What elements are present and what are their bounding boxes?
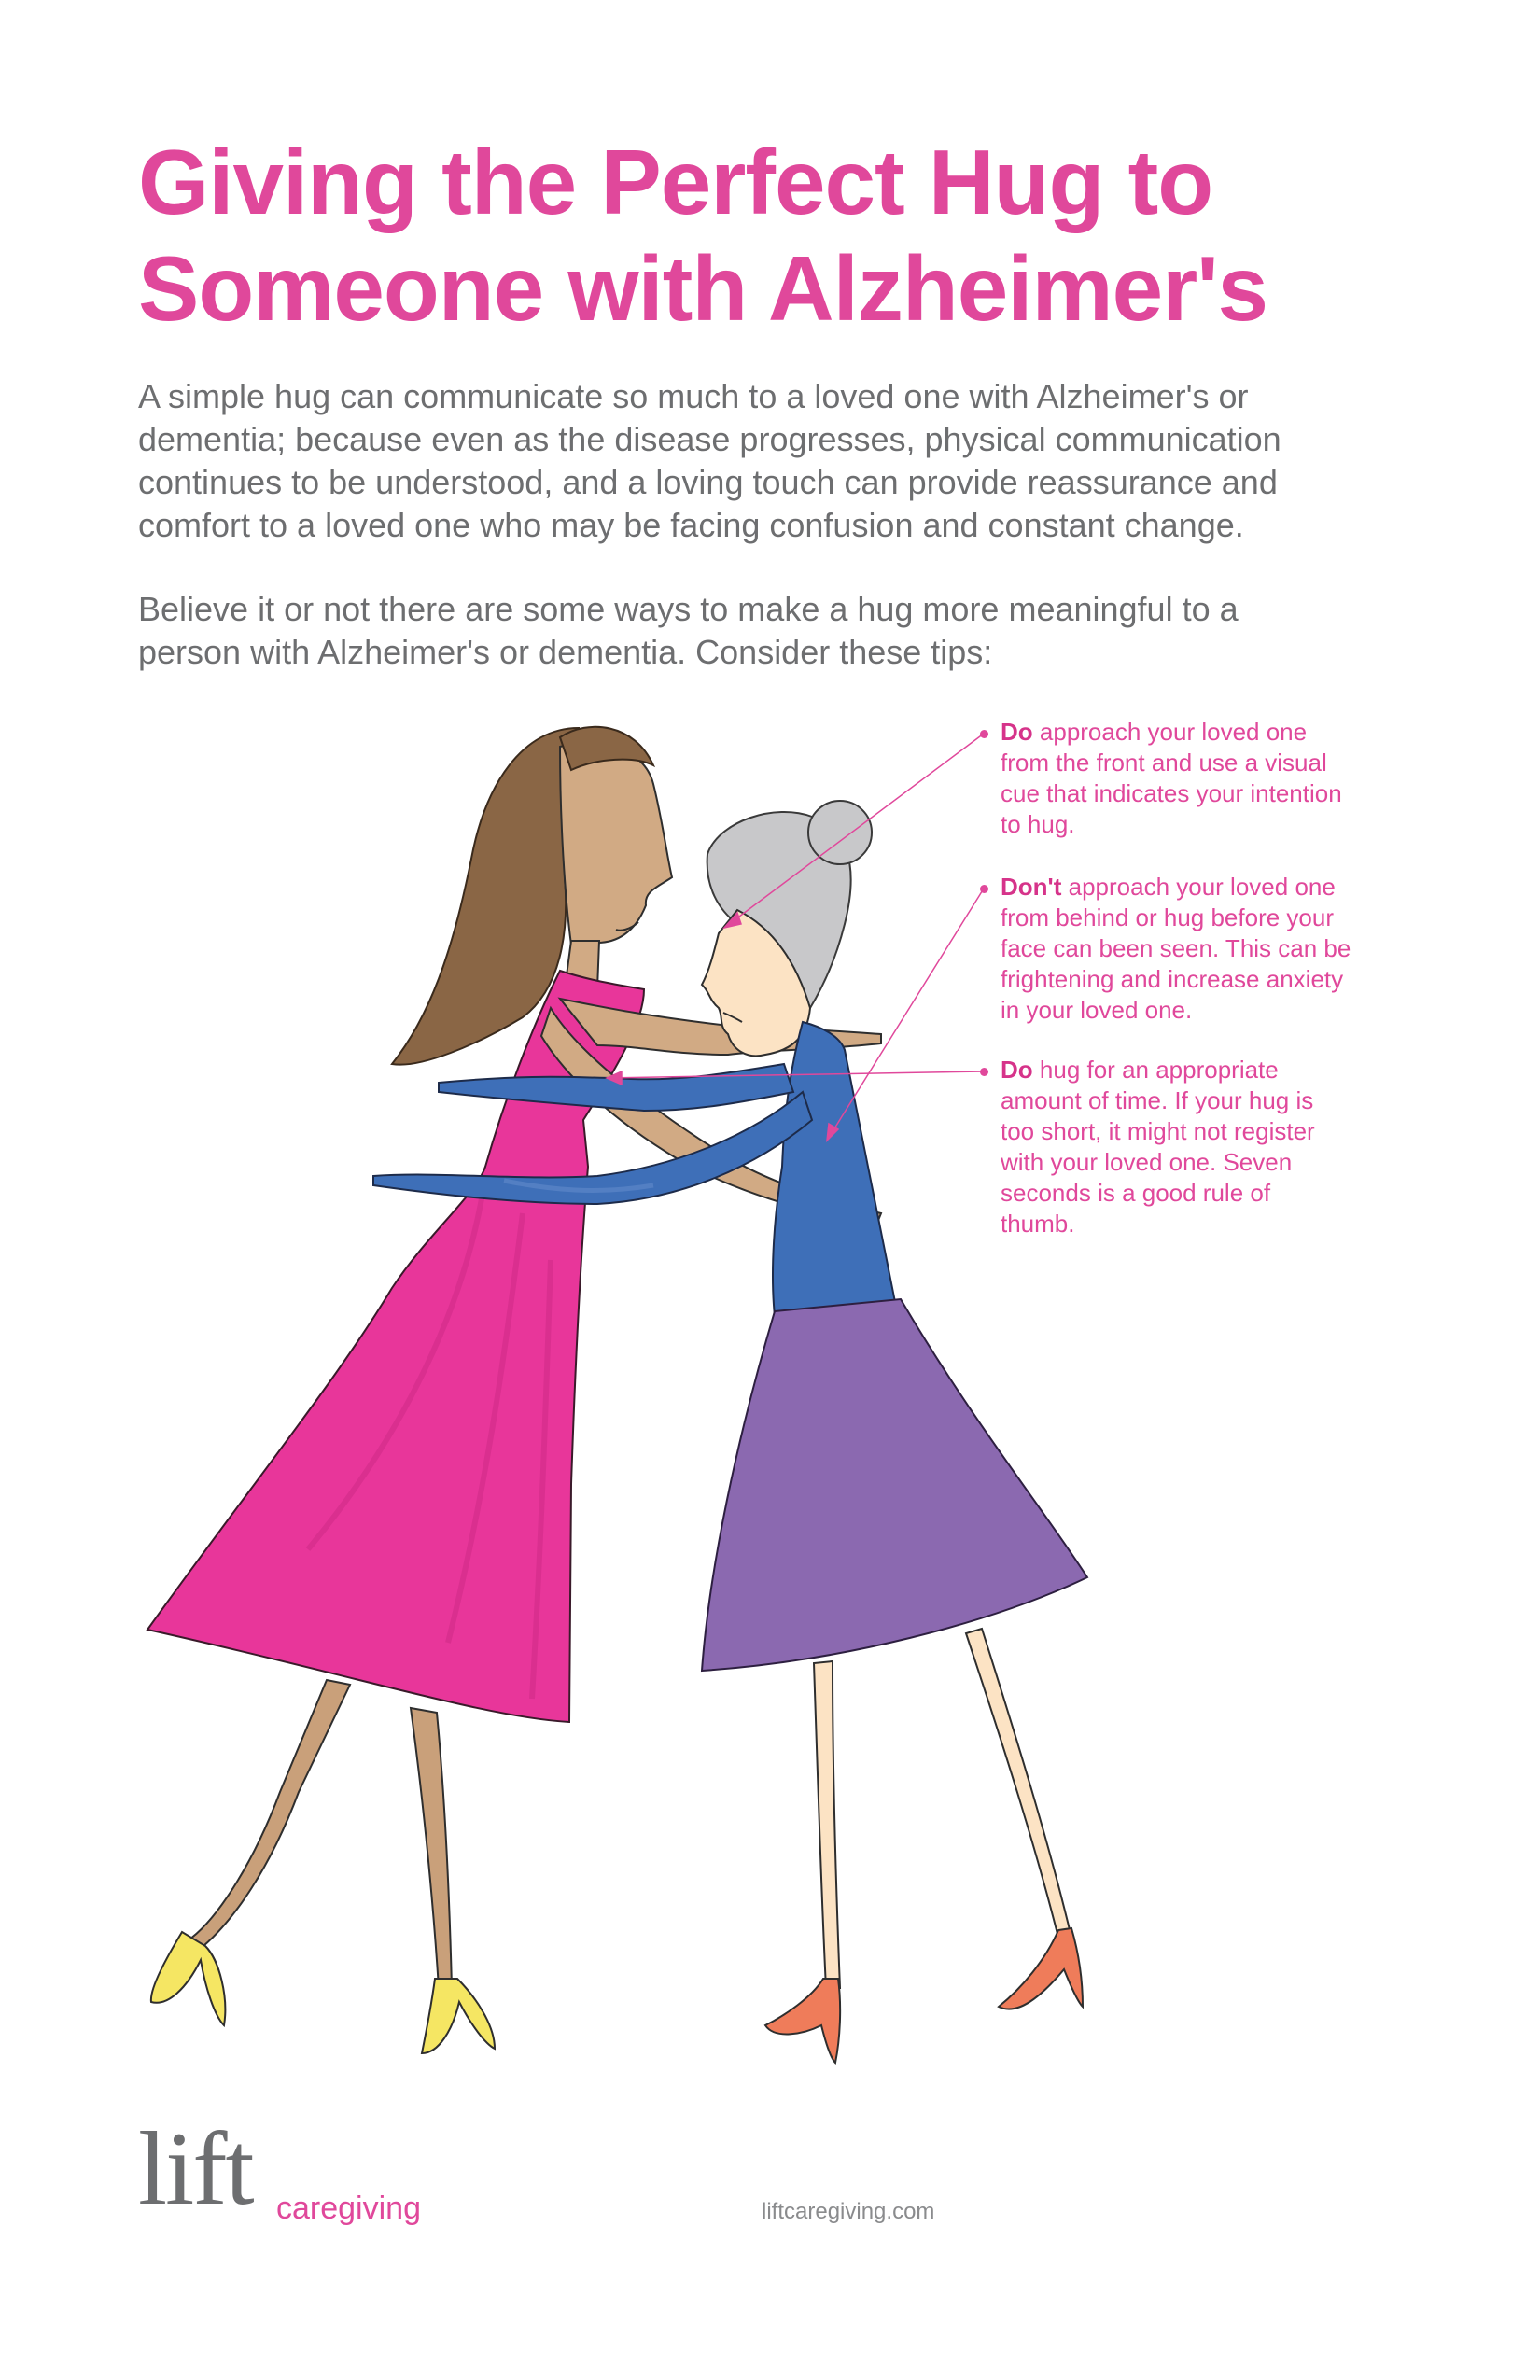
intro-paragraph-1 [138, 375, 1351, 547]
tip-2-lead: Don't [1001, 873, 1062, 901]
tip-2-text: approach your loved one [1061, 873, 1336, 901]
tip-pointer-2 [827, 889, 984, 1141]
tip-1-text: to hug. [1001, 810, 1075, 838]
tip-3-text: too short, it might not register [1001, 1117, 1315, 1145]
tip-3-text: seconds is a good rule of [1001, 1179, 1271, 1207]
lift-logo-subtitle: caregiving [276, 2191, 421, 2226]
title-line-2: Someone with Alzheimer's [138, 237, 1268, 340]
tip-1-text: approach your loved one [1032, 718, 1308, 746]
elder-shoe-right [999, 1928, 1083, 2009]
website-url[interactable]: liftcaregiving.com [762, 2199, 935, 2224]
tip-2 [1001, 872, 1393, 1026]
tip-3-text: thumb. [1001, 1210, 1075, 1238]
intro-line: person with Alzheimer's or dementia. Consider these tips: [138, 633, 993, 671]
tip-bullet-2 [980, 885, 988, 893]
tip-3-text: amount of time. If your hug is [1001, 1086, 1314, 1114]
elder-leg-right [966, 1629, 1071, 1941]
intro-line: Believe it or not there are some ways to make a hug more meaningful to a [138, 590, 1239, 628]
tip-2-text: from behind or hug before your [1001, 903, 1334, 931]
title-line-1: Giving the Perfect Hug to [138, 131, 1213, 233]
intro-line: comfort to a loved one who may be facing confusion and constant change. [138, 506, 1244, 544]
tip-1-lead: Do [1001, 718, 1033, 746]
tip-1-text: cue that indicates your intention [1001, 779, 1342, 807]
tip-2-text: frightening and increase anxiety [1001, 965, 1344, 993]
tip-bullet-1 [980, 730, 988, 738]
woman-shoe-right [422, 1979, 495, 2053]
tip-2-text: face can been seen. This can be [1001, 934, 1351, 962]
elder-skirt [702, 1299, 1087, 1671]
elder-shirt [773, 1022, 896, 1318]
lift-logo: lift [138, 2111, 253, 2227]
intro-line: continues to be understood, and a loving touch can provide reassurance and [138, 463, 1278, 501]
elder-arm-upper [439, 1064, 793, 1111]
tip-1 [1001, 717, 1393, 840]
intro-paragraph-2 [138, 588, 1351, 674]
elder-hair-bun [808, 801, 872, 864]
elder-leg-left [814, 1661, 840, 1988]
page-title [138, 129, 1426, 342]
woman-shoe-left [151, 1932, 225, 2025]
tip-bullet-3 [980, 1068, 988, 1076]
tip-2-text: in your loved one. [1001, 996, 1193, 1024]
tip-1-text: from the front and use a visual [1001, 749, 1327, 777]
elder-shoe-left [765, 1979, 840, 2063]
woman-leg-left [187, 1680, 350, 1951]
intro-line: A simple hug can communicate so much to a loved one with Alzheimer's or [138, 377, 1249, 415]
tip-3-lead: Do [1001, 1056, 1033, 1084]
tip-3-text: hug for an appropriate [1032, 1056, 1279, 1084]
woman-face [560, 743, 672, 945]
intro-line: dementia; because even as the disease progresses, physical communication [138, 420, 1281, 458]
tip-3 [1001, 1055, 1393, 1239]
tip-3-text: with your loved one. Seven [1001, 1148, 1293, 1176]
woman-leg-right [411, 1708, 452, 1988]
